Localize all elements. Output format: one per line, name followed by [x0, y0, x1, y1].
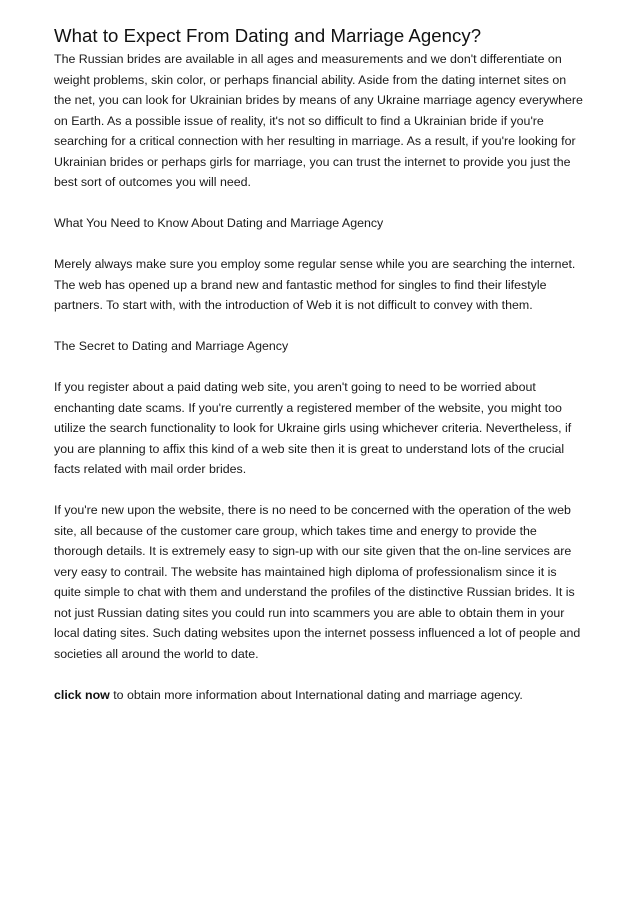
section-heading-1: What You Need to Know About Dating and Marriage Agency [54, 216, 384, 230]
spacer [54, 357, 584, 378]
spacer [54, 193, 584, 214]
spacer [54, 664, 584, 685]
spacer [54, 234, 584, 255]
section-paragraph-3: If you're new upon the website, there is no need to be concerned with the operation of the web site, all because of the customer care group, which takes time and energy to provide the thorough details. It is extremely easy to sign-up with our site given that the on-line services are very easy to contrail. The website has maintained high diploma of professionalism since it is quite simple to chat with them and understand the profiles of the distinctive Russian brides. It is not just Russian dating sites you could run into scammers you are able to obtain them in your local dating sites. Such dating websites upon the internet possess influenced a lot of people and societies all around the world to date. [54, 503, 581, 661]
page-title: What to Expect From Dating and Marriage Agency? [54, 25, 482, 46]
document-page [54, 24, 584, 705]
spacer [54, 480, 584, 501]
intro-paragraph: The Russian brides are available in all ages and measurements and we don't differentiate on weight problems, skin color, or perhaps financial ability. Aside from the dating internet sites on the net, you can look for Ukrainian brides by means of any Ukraine marriage agency everywhere on Earth. As a possible issue of reality, it's not so difficult to find a Ukrainian bride if you're searching for a critical connection with her resulting in marriage. As a result, if you're looking for Ukrainian brides or perhaps girls for marriage, you can trust the internet to provide you just the best sort of outcomes you will need. [54, 52, 583, 189]
closing-text: to obtain more information about International dating and marriage agency. [109, 687, 523, 702]
click-now-link[interactable]: click now [54, 687, 110, 702]
section-paragraph-2: If you register about a paid dating web site, you aren't going to need to be worried about enchanting date scams. If you're currently a registered member of the website, you might too utilize the search functionality to look for Ukraine girls using whichever criteria. Nevertheless, if you are planning to affix this kind of a web site then it is great to understand lots of the crucial facts related with mail order brides. [54, 380, 572, 476]
spacer [54, 316, 584, 337]
closing-paragraph [54, 685, 584, 706]
section-heading-2: The Secret to Dating and Marriage Agency [54, 339, 289, 353]
section-paragraph-1: Merely always make sure you employ some regular sense while you are searching the internet. The web has opened up a brand new and fantastic method for singles to find their lifestyle partners. To start with, with the introduction of Web it is not difficult to convey with them. [54, 257, 576, 312]
